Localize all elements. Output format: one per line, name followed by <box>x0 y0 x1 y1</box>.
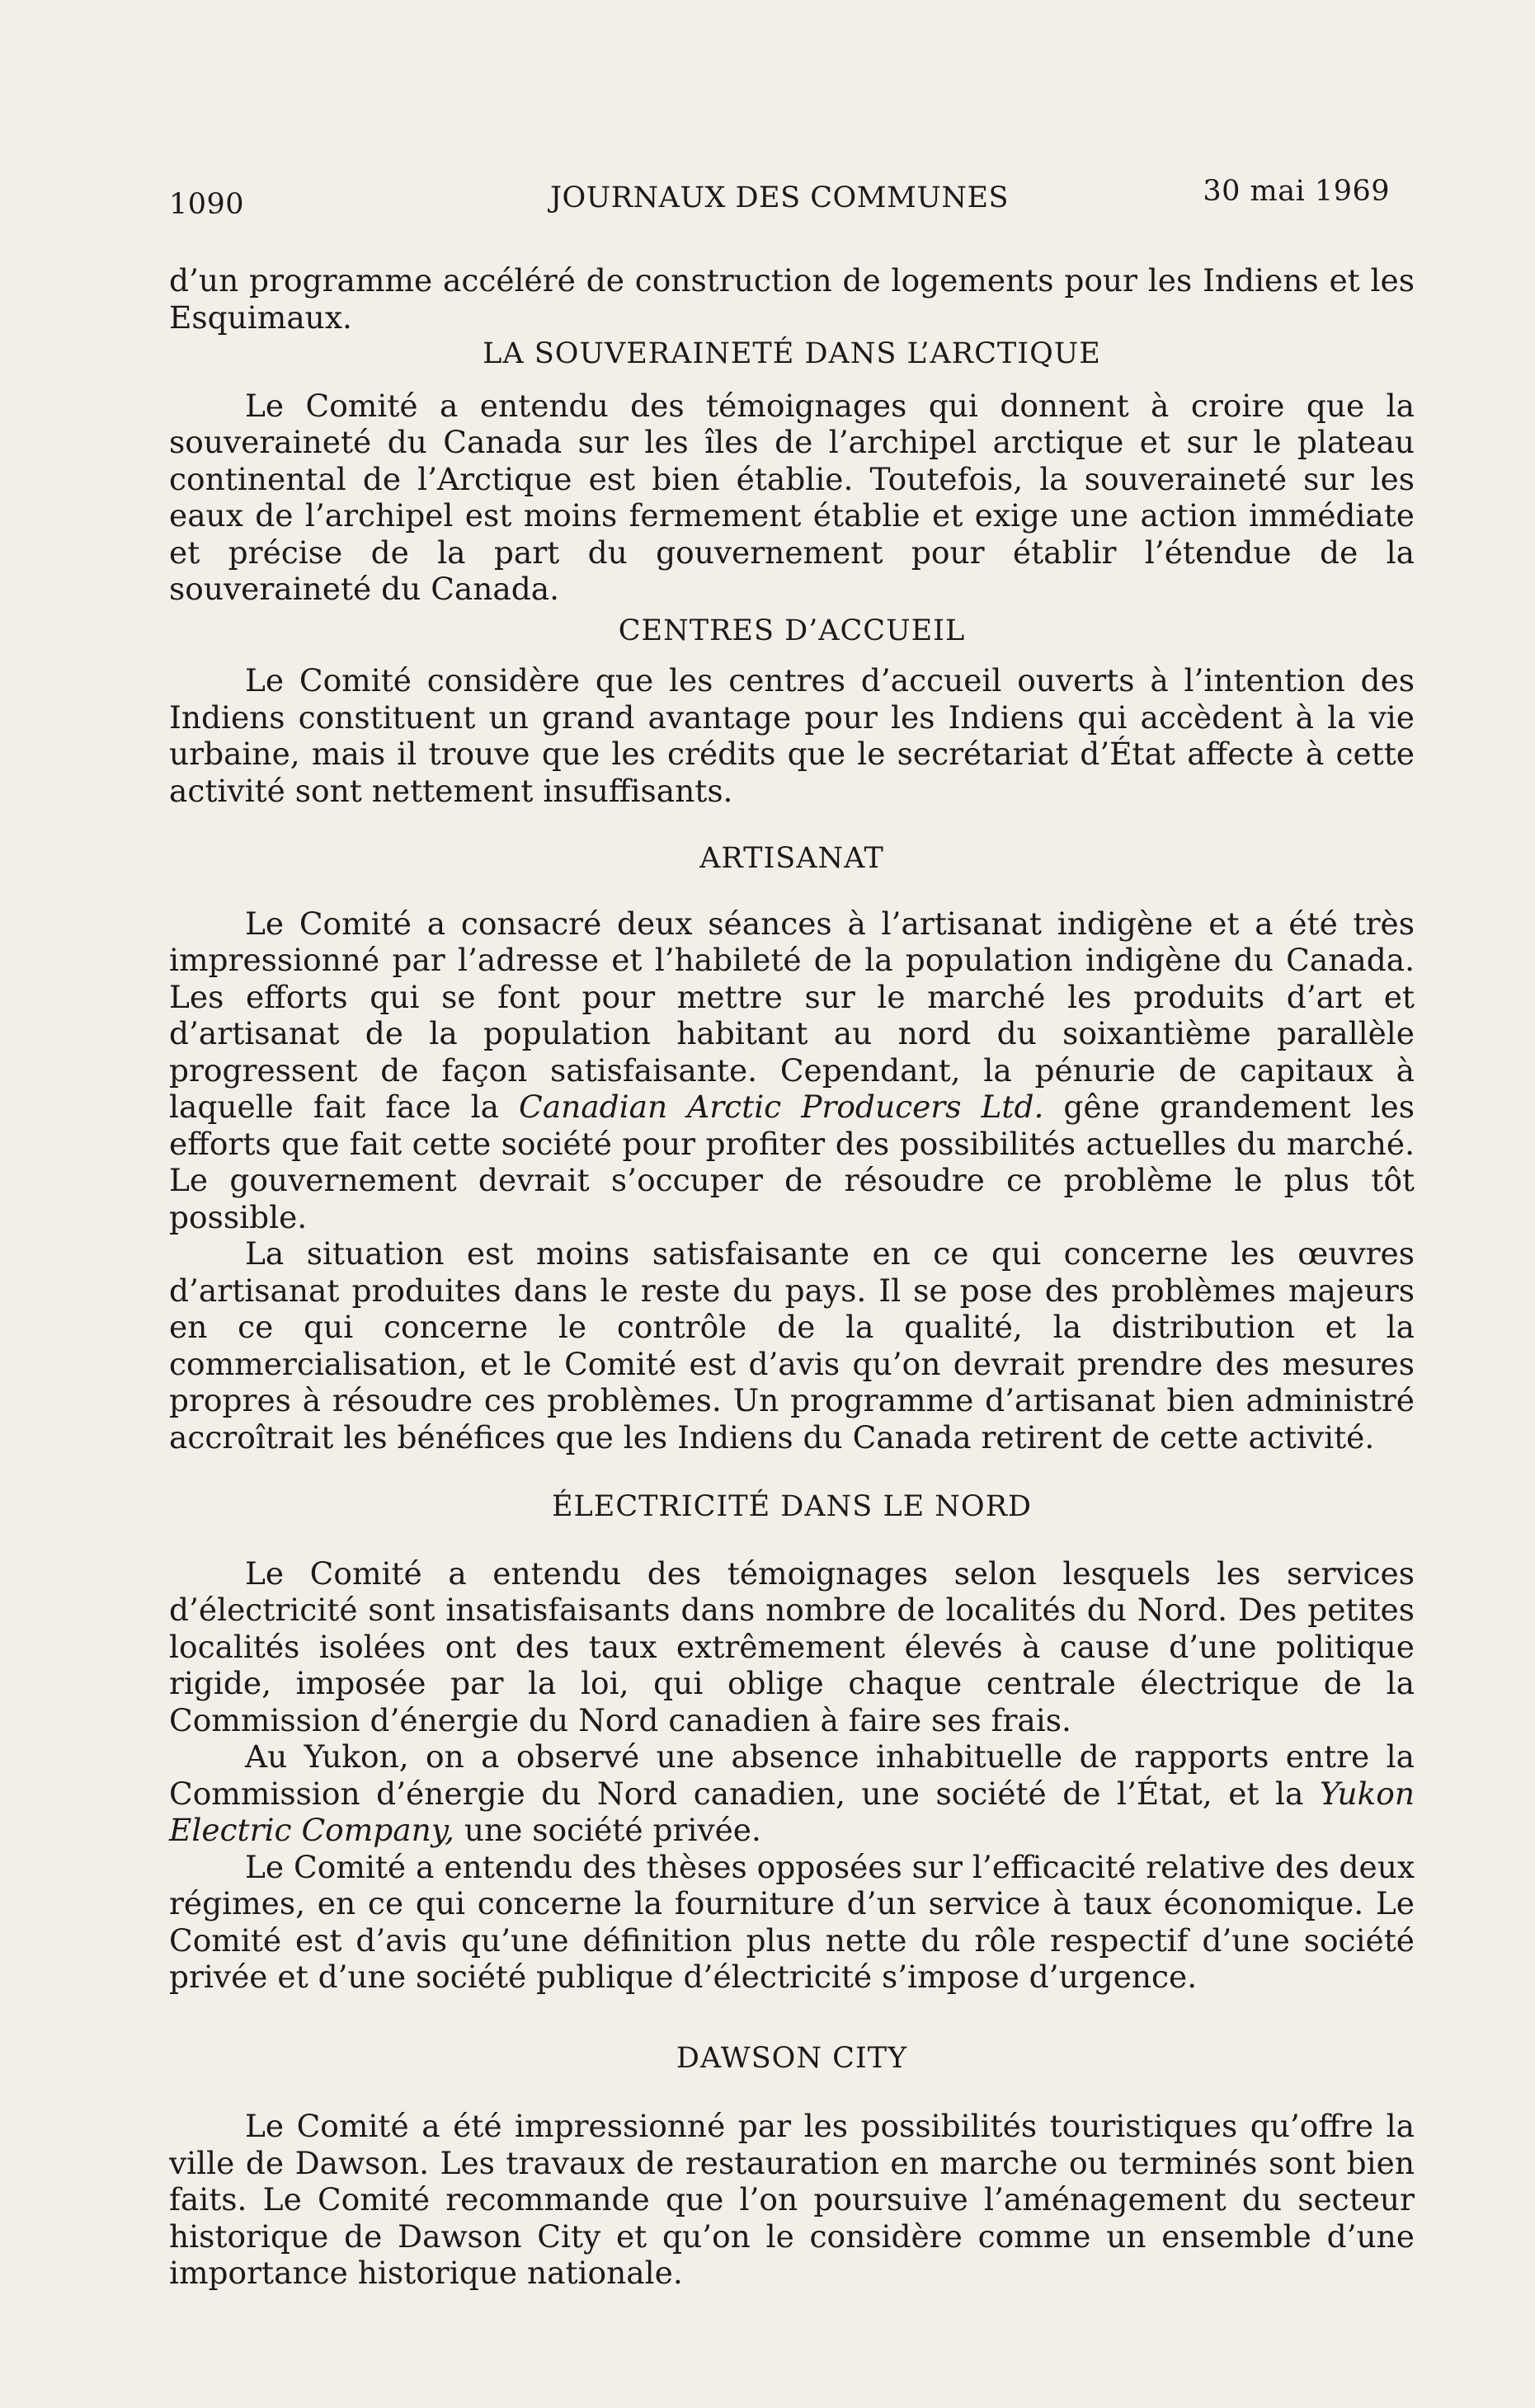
issue-date: 30 mai 1969 <box>1203 175 1390 208</box>
heading-artisanat: ARTISANAT <box>699 842 884 875</box>
heading-dawson-city: DAWSON CITY <box>676 2041 908 2075</box>
company-name: Canadian Arctic Producers Ltd. <box>519 1089 1044 1125</box>
body-text <box>169 262 1415 2292</box>
text-run: Le Comité a consacré deux séances à l’artisanat indigène et a été très impressionné par l’adresse et l’habileté de la population indigène du Canada. Les efforts qui se font pour mettre sur le marché les produits d’art et d’artisanat de la population habitant au nord du soixantième parallèle progressent de façon satisfaisante. Cependant, la pénurie de capitaux à laquelle fait face la <box>169 905 1415 1125</box>
text-run: gêne grandement les efforts que fait cette société pour profiter des possibilités actuelles du marché. Le gouvernement devrait s’occuper de résoudre ce problème le plus tôt possible. <box>169 1089 1415 1235</box>
paragraph-artisanat-1 <box>169 905 1415 1236</box>
paragraph-electricite-3: Le Comité a entendu des thèses opposées sur l’efficacité relative des deux régimes, en ce qui concerne la fourniture d’un service à taux économique. Le Comité est d’avis qu’une définition plus nette du rôle respectif d’une société privée et d’une société publique d’électricité s’impose d’urgence. <box>169 1848 1415 1995</box>
paragraph-dawson-city: Le Comité a été impressionné par les possibilités touristiques qu’offre la ville de Dawson. Les travaux de restauration en marche ou terminés sont bien faits. Le Comité recommande que l’on poursuive l’aménagement du secteur historique de Dawson City et qu’on le considère comme un ensemble d’une importance historique nationale. <box>169 2108 1415 2291</box>
running-head <box>169 175 1390 221</box>
text-run: une société privée. <box>454 1812 761 1848</box>
heading-centres-accueil: CENTRES D’ACCUEIL <box>618 614 966 647</box>
company-name: Yukon Electric Company, <box>169 1775 1415 1848</box>
heading-electricite: ÉLECTRICITÉ DANS LE NORD <box>552 1490 1032 1523</box>
journal-title: JOURNAUX DES COMMUNES <box>549 181 1010 214</box>
heading-souverainete: LA SOUVERAINETÉ DANS L’ARCTIQUE <box>483 337 1101 370</box>
paragraph-electricite-2 <box>169 1738 1415 1849</box>
page-number: 1090 <box>169 188 245 221</box>
intro-fragment: d’un programme accéléré de construction de logements pour les Indiens et les Esquimaux. <box>169 262 1415 336</box>
paragraph-electricite-1: Le Comité a entendu des témoignages selon lesquels les services d’électricité sont insatisfaisants dans nombre de localités du Nord. Des petites localités isolées ont des taux extrêmement élevés à cause d’une politique rigide, imposée par la loi, qui oblige chaque centrale électrique de la Commission d’énergie du Nord canadien à faire ses frais. <box>169 1554 1415 1738</box>
paragraph-artisanat-2: La situation est moins satisfaisante en ce qui concerne les œuvres d’artisanat produites dans le reste du pays. Il se pose des problèmes majeurs en ce qui concerne le contrôle de la qualité, la distribution et la commercialisation, et le Comité est d’avis qu’on devrait prendre des mesures propres à résoudre ces problèmes. Un programme d’artisanat bien administré accroîtrait les bénéfices que les Indiens du Canada retirent de cette activité. <box>169 1235 1415 1456</box>
text-run: Au Yukon, on a observé une absence inhabituelle de rapports entre la Commission d’énergie du Nord canadien, une société de l’État, et la <box>169 1738 1415 1812</box>
paragraph-souverainete: Le Comité a entendu des témoignages qui donnent à croire que la souveraineté du Canada sur les îles de l’archipel arctique et sur le plateau continental de l’Arctique est bien établie. Toutefois, la souveraineté sur les eaux de l’archipel est moins fermement établie et exige une action immédiate et précise de la part du gouvernement pour établir l’étendue de la souveraineté du Canada. <box>169 387 1415 607</box>
paragraph-centres-accueil: Le Comité considère que les centres d’accueil ouverts à l’intention des Indiens constituent un grand avantage pour les Indiens qui accèdent à la vie urbaine, mais il trouve que les crédits que le secrétariat d’État affecte à cette activité sont nettement insuffisants. <box>169 662 1415 809</box>
